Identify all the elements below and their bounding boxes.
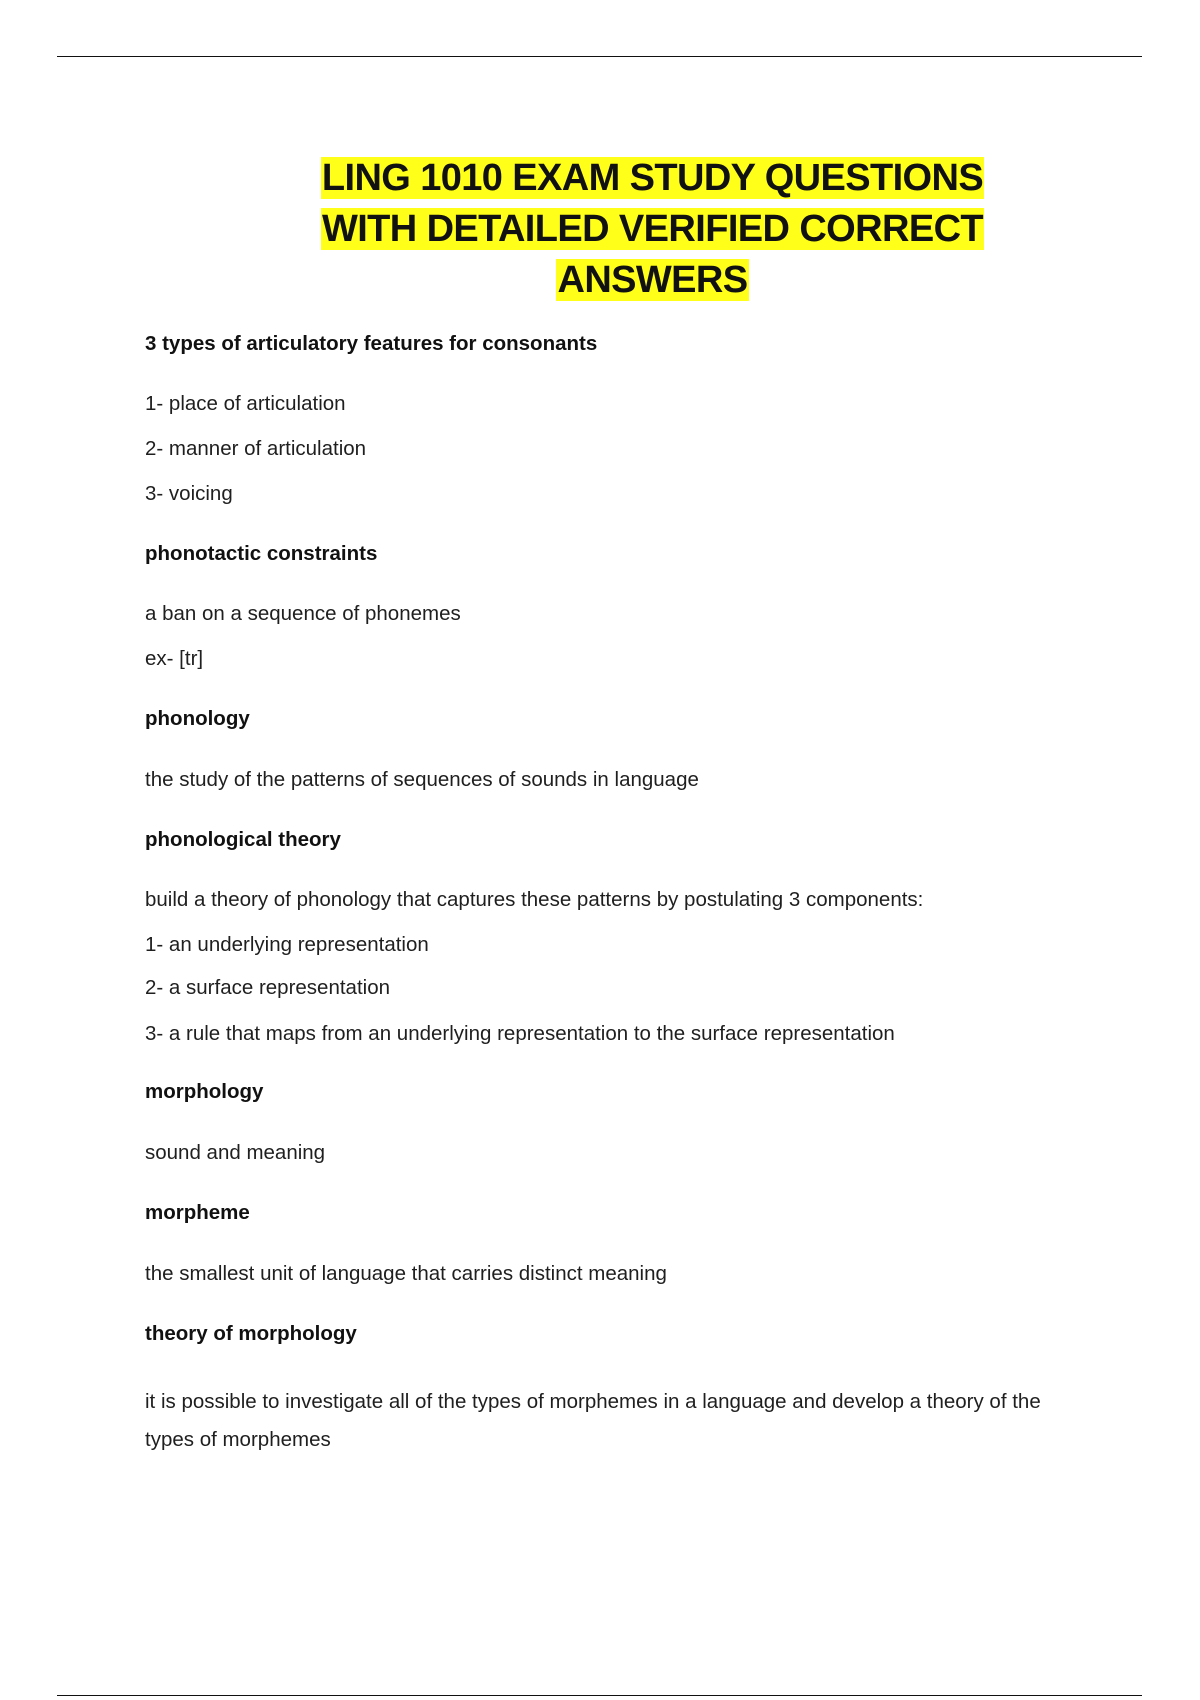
entry-answer-line: a ban on a sequence of phonemes — [145, 602, 461, 625]
top-rule — [57, 56, 1142, 57]
entry-answer-line: 1- an underlying representation — [145, 933, 429, 956]
document-title — [0, 153, 1200, 306]
entry-term: 3 types of articulatory features for consonants — [145, 332, 598, 355]
entry-answer-line: ex- [tr] — [145, 647, 204, 670]
title-line: ANSWERS — [557, 259, 748, 301]
entry-term: morpheme — [145, 1201, 250, 1224]
entry-term: morphology — [145, 1080, 264, 1103]
entry-answer-line: 3- a rule that maps from an underlying representation to the surface representation — [145, 1022, 895, 1045]
entry-answer-line: 1- place of articulation — [145, 392, 346, 415]
entry-answer-line: 2- a surface representation — [145, 976, 390, 999]
bottom-rule — [57, 1695, 1142, 1696]
title-line: LING 1010 EXAM STUDY QUESTIONS — [321, 157, 984, 199]
entry-answer-paragraph: it is possible to investigate all of the types of morphemes in a language and develop a theory of the types of morphemes — [145, 1390, 1041, 1451]
entry-answer-line: the smallest unit of language that carries distinct meaning — [145, 1262, 667, 1285]
entry-term: theory of morphology — [145, 1322, 357, 1345]
entry-answer-line: build a theory of phonology that captures these patterns by postulating 3 components: — [145, 888, 924, 911]
entry-answer-line: the study of the patterns of sequences of sounds in language — [145, 768, 699, 791]
entry-answer-line: 2- manner of articulation — [145, 437, 367, 460]
entry-term: phonological theory — [145, 828, 341, 851]
title-line: WITH DETAILED VERIFIED CORRECT — [321, 208, 984, 250]
entry-answer-line: 3- voicing — [145, 482, 233, 505]
entry-term: phonotactic constraints — [145, 542, 378, 565]
entry-answer-line: sound and meaning — [145, 1141, 326, 1164]
entry-term: phonology — [145, 707, 250, 730]
